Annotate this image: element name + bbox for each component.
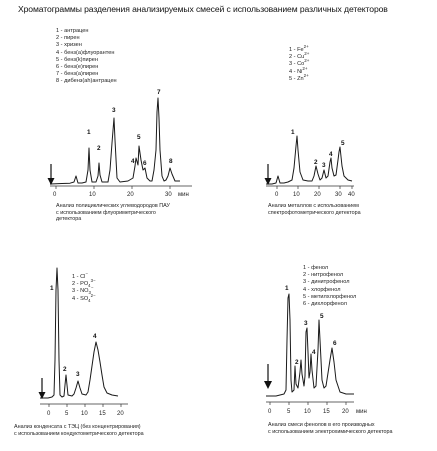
caption-line: с использованием электрохимического детектора	[268, 428, 393, 435]
x-tick-label: 0	[47, 411, 51, 417]
legend-item: 5 - метилхлорфенол	[303, 293, 357, 300]
legend-item: 1 - фенол	[303, 265, 329, 271]
legend-item: 7 - бенз(а)пирен	[56, 71, 99, 78]
x-tick-label: 10	[81, 411, 88, 417]
x-tick-label: 5	[287, 409, 291, 415]
caption-line: спектрофотометрического детектора	[268, 209, 361, 216]
legend-item: 1 - антрацен	[56, 28, 89, 34]
legend-item: 2 - нитрофенол	[303, 272, 344, 279]
legend-item: 4 - хлорфенол	[303, 286, 341, 293]
ion-name: 4 - SO	[72, 295, 89, 302]
peak-label: 1	[50, 285, 54, 292]
x-tick-label: 0	[53, 192, 57, 198]
ion-subscript: 4	[88, 297, 91, 303]
x-tick-label: 0	[275, 192, 279, 198]
x-tick-label: 20	[117, 411, 124, 417]
peak-label: 2	[295, 359, 299, 366]
caption-line: Анализ конденсата с ТЭЦ (без концентрирования)	[14, 424, 141, 430]
ion-name: 4 - Ni	[289, 68, 303, 75]
legend-item: 6 - дихлорфенол	[303, 300, 347, 307]
peak-label: 3	[112, 107, 116, 114]
peak-label: 4	[131, 158, 135, 165]
caption-line: Анализ смеси фенолов в его производных	[268, 422, 375, 428]
caption-line: детектора	[56, 216, 82, 223]
peak-label: 7	[157, 89, 161, 96]
x-tick-label: 20	[314, 192, 321, 198]
legend-item: 2 - пирен	[56, 35, 80, 42]
peak-label: 1	[87, 129, 91, 136]
peak-label: 6	[333, 340, 337, 347]
peak-label: 4	[93, 333, 97, 340]
page-title: Хроматограммы разделения анализируемых смесей с использованием различных детекторов	[18, 4, 388, 14]
ion-charge: −	[90, 285, 94, 291]
ion-charge: 3−	[90, 278, 96, 284]
peak-label: 2	[63, 366, 67, 373]
peak-label: 1	[285, 285, 289, 292]
ion-name: 2 - Cu	[289, 54, 305, 61]
caption-phenols	[268, 422, 393, 435]
legend-item: 5 - бенз(k)пирен	[56, 56, 98, 63]
x-unit-label: мин	[356, 409, 367, 415]
x-tick-label: 40	[348, 192, 355, 198]
peak-label: 4	[312, 349, 316, 356]
legend-item: 4 - бенз(а)флуорантен	[56, 49, 115, 56]
ion-name: 2 - PO	[72, 281, 89, 288]
legend-item: 3 - динитрофенол	[303, 279, 350, 286]
legend-item: 3 - хризен	[56, 42, 82, 49]
x-unit-label: мин	[178, 192, 189, 198]
peak-label: 2	[97, 145, 101, 152]
peak-label: 3	[304, 320, 308, 327]
ion-subscript: 4	[88, 283, 91, 289]
ion-charge: 2+	[303, 44, 309, 49]
x-tick-label: 30	[165, 192, 172, 198]
legend-item: 6 - бенз(е)пирен	[56, 63, 99, 70]
x-tick-label: 15	[99, 411, 106, 417]
peak-label: 3	[76, 371, 80, 378]
ion-charge: −	[85, 271, 88, 276]
peak-label: 5	[320, 313, 324, 320]
peak-label: 3	[322, 162, 326, 169]
x-tick-label: 10	[304, 409, 311, 415]
ion-charge: 2+	[304, 58, 310, 64]
injection-arrow-head	[264, 381, 272, 389]
x-tick-label: 10	[293, 192, 300, 198]
peak-label: 5	[137, 134, 141, 141]
ion-subscript: 3	[88, 290, 91, 296]
ion-name: 1 - Cl	[72, 273, 86, 280]
x-tick-label: 30	[335, 192, 342, 198]
x-tick-label: 5	[65, 411, 69, 417]
ion-charge: 2+	[302, 65, 308, 71]
ion-name: 5 - Zn	[289, 75, 304, 82]
x-tick-label: 20	[127, 192, 134, 198]
caption-line: с использованием флуориметрического	[56, 209, 156, 216]
x-tick-label: 0	[268, 409, 272, 415]
ion-name: 3 - NO	[72, 288, 89, 295]
peak-label: 1	[291, 129, 295, 136]
peak-label: 6	[143, 160, 147, 167]
legend-item: 8 - дибенз(ah)антрацен	[56, 78, 117, 85]
caption-line: с использованием кондуктометрического детектора	[14, 430, 144, 437]
x-tick-label: 20	[342, 409, 349, 415]
caption-line: Анализ металлов с использованием	[268, 203, 359, 209]
x-tick-label: 10	[89, 192, 96, 198]
trace-line	[266, 293, 357, 396]
peak-label: 5	[341, 140, 345, 147]
peak-label: 4	[329, 151, 333, 158]
peak-label: 2	[314, 159, 318, 166]
caption-line: Анализ полициклических углеводородов ПАУ	[56, 203, 170, 209]
ion-name: 1 - Fe	[289, 46, 304, 53]
peak-label: 8	[169, 158, 173, 165]
ion-charge: 2−	[90, 292, 96, 298]
ion-charge: 2+	[303, 72, 309, 78]
ion-name: 3 - Co	[289, 61, 305, 68]
x-tick-label: 15	[323, 409, 330, 415]
ion-charge: 2+	[304, 51, 310, 57]
